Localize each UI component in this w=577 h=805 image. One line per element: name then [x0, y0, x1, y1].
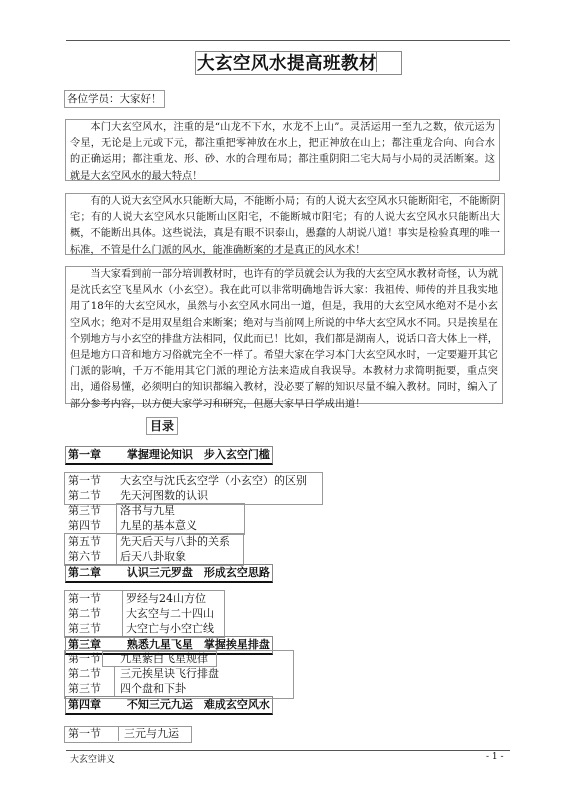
toc-section[interactable] [68, 666, 219, 681]
title-cursor-line [376, 52, 377, 72]
toc-section[interactable] [68, 591, 206, 606]
section-label: 第二节 [68, 607, 101, 620]
section-name: 先天后天与八卦的关系 [120, 535, 230, 548]
toc-section[interactable] [68, 518, 197, 533]
section-label: 第四节 [68, 519, 101, 532]
section-label: 第六节 [68, 550, 101, 563]
chapter-label: 第四章 [68, 698, 101, 711]
page-number: - 1 - [486, 752, 504, 762]
section-name: 四个盘和下卦 [120, 682, 186, 695]
toc-chapter[interactable] [65, 696, 273, 715]
toc-section[interactable] [68, 651, 208, 666]
document-title: 大玄空风水提高班教材 [197, 54, 377, 74]
chapter-label: 第三章 [68, 638, 101, 651]
toc-title: 目录 [146, 417, 178, 435]
greeting: 各位学员：大家好！ [64, 90, 165, 108]
toc-chapter[interactable] [65, 564, 273, 583]
toc-section[interactable] [68, 726, 179, 741]
section-name: 大空亡与小空亡线 [126, 622, 214, 635]
section-name: 三元挨星诀飞行排盘 [120, 667, 219, 680]
intro-paragraph-2: 有的人说大玄空风水只能断大局，不能断小局；有的人说大玄空风水只能断阳宅，不能断阴宅；有的人说大玄空风水只能断山区阳宅，不能断城市阳宅；有的人说大玄空风水只能断出大概，不能断出具体。这些说法，真是有眼不识泰山，愚蠢的人胡说八道！事实是检验真理的唯一标准，不管是什么门派的风水，能准确断案的才是真正的风水术！ [65, 193, 505, 255]
chapter-label: 第一章 [68, 448, 101, 461]
section-label: 第五节 [68, 535, 101, 548]
section-name: 九星的基本意义 [120, 519, 197, 532]
intro-paragraph-1: 本门大玄空风水，注重的是“山龙不下水，水龙不上山”。灵活运用一至九之数，依元运为令星，无论是上元或下元，都注重把零神放在水上，把正神放在山上；都注重龙合向、向合水的正确运用；都注重龙、形、砂、水的合理布局；都注重阴阳二宅大局与小局的灵活断案。这就是大玄空风水的最大特点！ [65, 119, 500, 181]
section-name: 先天河图数的认识 [120, 489, 208, 502]
toc-section[interactable] [68, 681, 186, 696]
section-label: 第一节 [68, 474, 101, 487]
section-label: 第三节 [68, 504, 101, 517]
section-name: 洛书与九星 [120, 504, 175, 517]
chapter-name: 认识三元罗盘 形成玄空思路 [126, 566, 270, 579]
header-rule [66, 40, 510, 41]
section-name: 九星紫白飞星规律 [120, 652, 208, 665]
section-name: 大玄空与沈氏玄空学（小玄空）的区别 [120, 474, 307, 487]
toc-section[interactable] [68, 534, 230, 549]
toc-chapter[interactable] [65, 446, 273, 465]
toc-section[interactable] [68, 606, 214, 621]
section-label: 第三节 [68, 622, 101, 635]
section-label: 第一节 [68, 727, 101, 740]
section-name: 罗经与24山方位 [126, 592, 206, 605]
intro-paragraph-3: 当大家看到前一部分培训教材时，也许有的学员就会认为我的大玄空风水教材奇怪，认为就是沈氏玄空飞星风水（小玄空）。我在此可以非常明确地告诉大家：我祖传、师传的并且我实地用了18年的大玄空风水，虽然与小玄空风水同出一道，但是，我用的大玄空风水绝对不是小玄空风水；绝对不是用双星组合来断案；绝对与当前网上所说的中华大玄空风水不同。只是挨星在个别地方与小玄空的排盘方法相同，仅此而已！比如，我们都是湖南人，说话口音大体上一样，但是地方口音和地方习俗就完全不一样了。希望大家在学习本门大玄空风水时，一定要避开其它门派的影响，千万不能用其它门派的理论方法来造成自我误导。本教材力求简明扼要，重点突出，通俗易懂，必须明白的知识都编入教材，没必要了解的知识尽量不编入教材。同时，编入了部分参考内容，以方便大家学习和研究，但愿大家早日学成出道！ [65, 266, 503, 404]
toc-section[interactable] [68, 621, 214, 636]
footer-doc-name: 大玄空讲义 [70, 755, 116, 765]
section-label: 第一节 [68, 592, 101, 605]
toc-section[interactable] [68, 488, 208, 503]
section-label: 第三节 [68, 682, 101, 695]
toc-section[interactable] [68, 549, 186, 564]
chapter-label: 第二章 [68, 566, 101, 579]
section-label: 第二节 [68, 489, 101, 502]
section-name: 三元与九运 [124, 727, 179, 740]
chapter-name: 掌握理论知识 步入玄空门槛 [126, 448, 270, 461]
footer-rule [66, 750, 510, 751]
section-label: 第一节 [68, 652, 101, 665]
chapter-name: 熟悉九星飞星 掌握挨星排盘 [126, 638, 270, 651]
section-label: 第二节 [68, 667, 101, 680]
toc-section[interactable] [68, 473, 307, 488]
toc-section[interactable] [68, 503, 175, 518]
section-name: 后天八卦取象 [120, 550, 186, 563]
section-name: 大玄空与二十四山 [126, 607, 214, 620]
chapter-name: 不知三元九运 难成玄空风水 [126, 698, 270, 711]
